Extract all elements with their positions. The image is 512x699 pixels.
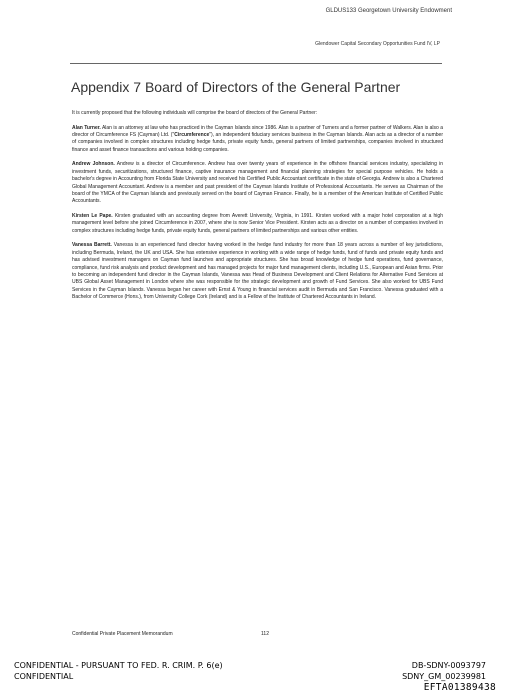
footer-label: Confidential Private Placement Memorandum <box>72 631 173 637</box>
director-name: Vanessa Barrett. <box>72 242 112 249</box>
director-name: Alan Turner. <box>72 124 101 131</box>
director-paragraph <box>72 242 443 301</box>
bates-number-db: DB-SDNY-0093797 <box>411 661 486 670</box>
director-bio: Kirsten graduated with an accounting degree from Averett University, Virginia, in 1991. Kirsten worked with a major hotel corporation at a high management level before she joined Circumference in 2007, where she is now Senior Vice President. Kirsten acts as a director on a number of companies involved in complex structures including hedge funds, private equity funds, general partners of limited partnerships and various other entities. <box>72 213 443 234</box>
director-paragraph <box>72 213 443 235</box>
director-bio: Alan is an attorney at law who has practiced in the Cayman Islands since 1986. Alan is a partner of Turners and a former partner of Walkers. Alan is also a director of Circumference FS (Cayman) Ltd. (" <box>72 124 443 138</box>
director-bio: Vanessa is an experienced fund director having worked in the hedge fund industry for more than 18 years across a number of key jurisdictions, including Bermuda, Ireland, the UK and USA. She has extensive experience in working with a wide range of hedge funds, fund of funds and private equity funds and has advised investment managers on Cayman fund launches and appropriate structures. She has broad knowledge of hedge fund operations, fund governance, compliance, fund risk analysis and product development and has managed projects for major fund management clients, including U.S., European and Asian firms. Prior to becoming an independent fund director in the Cayman Islands, Vanessa was Head of Business Development and Client Relations for Alternative Fund Services at UBS Global Asset Management in London where she was responsible for the strategic development and growth of Fund Services. She also worked for UBS Fund Services in the Cayman Islands. Vanessa began her career with Ernst & Young in financial services audit in Bermuda and San Francisco. Vanessa graduated with a Bachelor of Commerce (Hons.), from University College Cork (Ireland) and is a Fellow of the Institute of Chartered Accountants in Ireland. <box>72 242 443 301</box>
defined-term: Circumference <box>174 132 210 138</box>
page-number: 112 <box>261 631 269 637</box>
director-bio-cont: "), an independent fiduciary services business in the Cayman Islands. Alan acts as a director of a number of companies involved in complex structures including hedge funds, private equity funds, general partners of limited partnerships, companies involved in structured finance and asset finance transactions and various holding companies. <box>72 132 443 153</box>
intro-paragraph: It is currently proposed that the following individuals will comprise the board of directors of the General Partner: <box>72 110 318 116</box>
document-body <box>72 110 443 309</box>
efta-number: EFTA01389438 <box>423 682 496 693</box>
director-name: Andrew Johnson. <box>72 161 115 168</box>
director-paragraph <box>72 125 443 155</box>
header-doc-id: GLDUS133 Georgetown University Endowment <box>325 8 452 14</box>
director-paragraph <box>72 161 443 205</box>
director-name: Kirsten Le Pape. <box>72 213 113 220</box>
confidential-stamp: CONFIDENTIAL - PURSUANT TO FED. R. CRIM. P. 6(e) <box>14 661 223 670</box>
header-rule <box>70 63 442 64</box>
header-fund-name: Glendower Capital Secondary Opportunities Fund IV, LP <box>315 41 440 47</box>
page-title: Appendix 7 Board of Directors of the General Partner <box>71 79 401 95</box>
confidential-stamp-short: CONFIDENTIAL <box>14 672 74 681</box>
bates-number-sdny: SDNY_GM_00239981 <box>402 672 486 681</box>
director-bio: Andrew is a director of Circumference. Andrew has over twenty years of experience in the offshore financial services industry, specializing in investment funds, securitizations, structured finance, captive insurance management and financial planning strategies for special purpose vehicles. He holds a bachelor's degree in Accounting from Florida State University and received his Certified Public Accountant certificate in the state of Georgia. Andrew is also a Chartered Global Management Accountant. Andrew is a member and past president of the Cayman Islands Institute of Professional Accountants. He serves as Chairman of the board of the YMCA of the Cayman Islands and previously served on the board of Cayman Finance. Finally, he is a member of the American Institute of Certified Public Accountants. <box>72 161 443 205</box>
